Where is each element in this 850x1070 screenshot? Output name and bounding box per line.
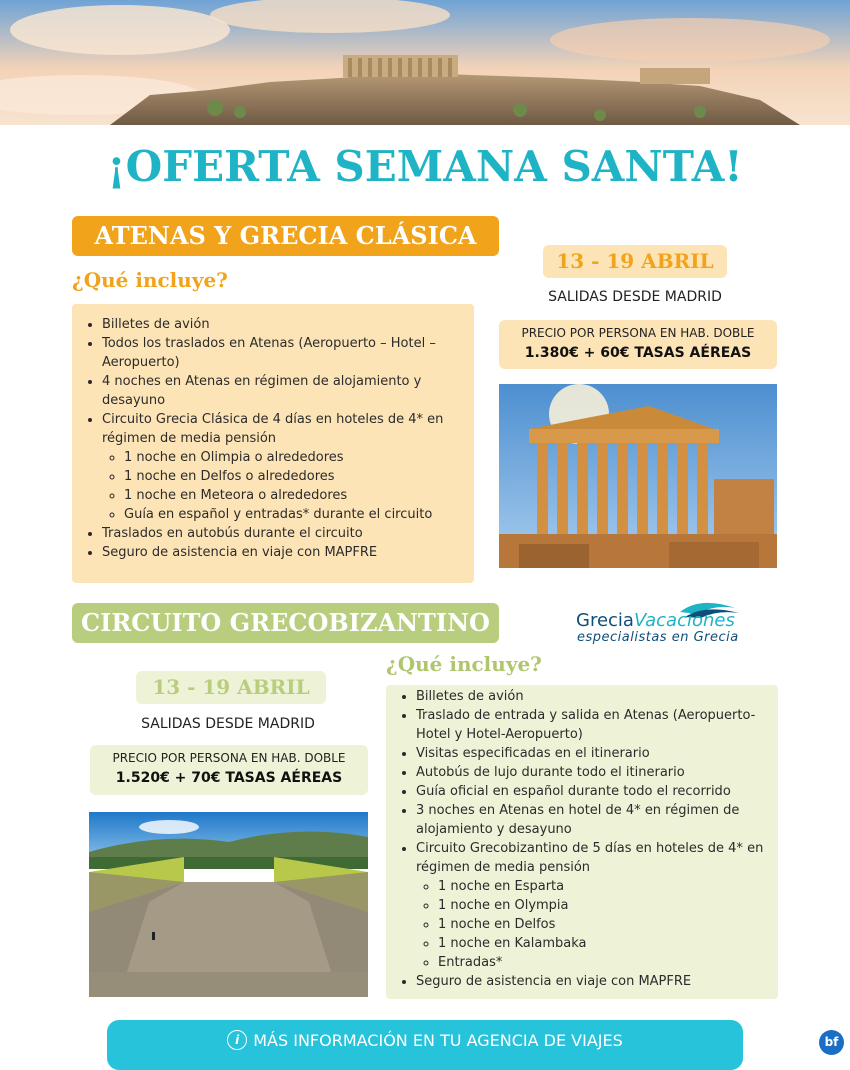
tour2-title-banner: CIRCUITO GRECOBIZANTINO: [72, 603, 499, 643]
hero-image-acropolis: [0, 0, 850, 125]
sub-list-item: ◦ 1 noche en Kalambaka: [438, 934, 778, 953]
price-value: 1.380€ + 60€ TASAS AÉREAS: [524, 345, 752, 361]
list-item: • Visitas especificadas en el itinerario: [416, 744, 778, 763]
list-item: • Guía oficial en español durante todo el recorrido: [416, 782, 778, 801]
brand-tagline: especialistas en Grecia: [577, 630, 739, 645]
sub-list-item: ◦ 1 noche en Olympia: [438, 896, 778, 915]
list-item: • Traslados en autobús durante el circuito: [102, 524, 474, 543]
tour1-departure: SALIDAS DESDE MADRID: [548, 289, 722, 305]
tour2-price-box: [90, 745, 368, 795]
info-icon: i: [227, 1030, 247, 1050]
tour2-departure: SALIDAS DESDE MADRID: [141, 716, 315, 732]
price-label: PRECIO POR PERSONA EN HAB. DOBLE: [521, 326, 755, 340]
list-item: • Todos los traslados en Atenas (Aeropuerto – Hotel – Aeropuerto): [102, 334, 474, 372]
sub-list-item: ◦ 1 noche en Olimpia o alrededores: [124, 448, 474, 467]
sub-list-item: ◦ 1 noche en Delfos: [438, 915, 778, 934]
list-item: • Seguro de asistencia en viaje con MAPFRE: [416, 972, 778, 991]
list-item: • 3 noches en Atenas en hotel de 4* en régimen de alojamiento y desayuno: [416, 801, 778, 839]
sub-list-item: ◦ 1 noche en Esparta: [438, 877, 778, 896]
bf-badge-icon: bf: [819, 1030, 844, 1055]
price-value: 1.520€ + 70€ TASAS AÉREAS: [115, 770, 343, 786]
list-item: • Billetes de avión: [416, 687, 778, 706]
tour2-includes-heading: ¿Qué incluye?: [386, 652, 542, 676]
brand-name: GreciaVacaciones: [576, 610, 735, 631]
list-item: • Circuito Grecia Clásica de 4 días en hoteles de 4* en régimen de media pensión ◦ 1 noche en Olimpia o alrededores ◦ 1 noche en Delfos o alrededores ◦ 1 noche en Meteora o alrededores ◦ Guía en español y entradas* durante el circuito: [102, 410, 474, 524]
list-item: • Traslado de entrada y salida en Atenas (Aeropuerto-Hotel y Hotel-Aeropuerto): [416, 706, 778, 744]
parthenon-photo: [499, 384, 777, 568]
page-title: ¡OFERTA SEMANA SANTA!: [107, 142, 743, 191]
tour1-title-banner: ATENAS Y GRECIA CLÁSICA: [72, 216, 499, 256]
tour1-dates: 13 - 19 ABRIL: [543, 245, 727, 278]
sub-list-item: ◦ 1 noche en Delfos o alrededores: [124, 467, 474, 486]
list-item: • Billetes de avión: [102, 315, 474, 334]
sub-list-item: ◦ Entradas*: [438, 953, 778, 972]
list-item: • Circuito Grecobizantino de 5 días en hoteles de 4* en régimen de media pensión ◦ 1 noche en Esparta ◦ 1 noche en Olympia ◦ 1 noche en Delfos ◦ 1 noche en Kalambaka ◦ Entradas*: [416, 839, 778, 972]
sub-list-item: ◦ 1 noche en Meteora o alrededores: [124, 486, 474, 505]
list-item: • 4 noches en Atenas en régimen de alojamiento y desayuno: [102, 372, 474, 410]
tour2-includes-list: [386, 685, 778, 999]
tour1-includes-list: [72, 304, 474, 583]
list-item: • Seguro de asistencia en viaje con MAPFRE: [102, 543, 474, 562]
tour2-dates: 13 - 19 ABRIL: [136, 671, 326, 704]
tour1-price-box: [499, 320, 777, 369]
tour1-includes-heading: ¿Qué incluye?: [72, 268, 228, 292]
sub-list-item: ◦ Guía en español y entradas* durante el circuito: [124, 505, 474, 524]
price-label: PRECIO POR PERSONA EN HAB. DOBLE: [112, 751, 346, 765]
more-info-label: MÁS INFORMACIÓN EN TU AGENCIA DE VIAJES: [253, 1031, 623, 1050]
list-item: • Autobús de lujo durante todo el itinerario: [416, 763, 778, 782]
ancient-stadium-photo: [89, 812, 368, 997]
